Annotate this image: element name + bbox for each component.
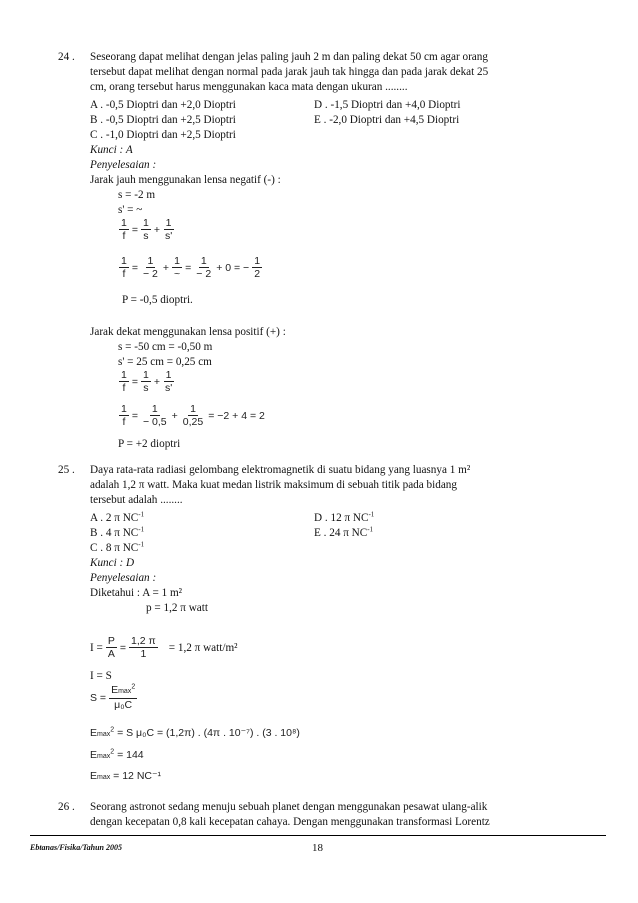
q25-option-c: C . 8 π $NC^{-1}$ — [90, 540, 145, 554]
q25-emax-squared-calc: Emax$^2$ = S μ₀C = (1,2π) . (4π . 10⁻⁷) . (3 . 10⁸) — [90, 726, 300, 739]
q24-far-s: s = -2 m — [118, 189, 156, 201]
q24-near-power: P = +2 dioptri — [118, 438, 181, 450]
q25-option-d: D . 12 π $NC^{-1}$ — [314, 510, 375, 524]
q25-given-area: Diketahui : A = 1 m² — [90, 587, 183, 599]
q25-option-b: B . 4 π $NC^{-1}$ — [90, 525, 145, 539]
q24-near-s: s = -50 cm = -0,50 m — [118, 341, 213, 353]
q25-penyelesaian: Penyelesaian : — [90, 572, 157, 584]
q24-number: 24 . — [58, 51, 75, 63]
q24-far-calculation: $\frac{1}{f}$ = $\frac{1}{- 2}$ + $\frac{1}{\sim}$ = $\frac{1}{- 2}$ + 0 = − $\frac{1}{2}$ — [121, 255, 261, 280]
q25-text-line2: adalah 1,2 π watt. Maka kuat medan listrik maksimum di sebuah titik pada bidang — [90, 479, 457, 491]
q24-far-s-prime: s' = ~ — [118, 204, 143, 216]
q25-text-line1: Daya rata-rata radiasi gelombang elektromagnetik di suatu bidang yang luasnya 1 m² — [90, 464, 471, 476]
q25-text-line3: tersebut adalah ........ — [90, 494, 183, 506]
q24-option-a: A . -0,5 Dioptri dan +2,0 Dioptri — [90, 99, 236, 111]
q24-text-line1: Seseorang dapat melihat dengan jelas paling jauh 2 m dan paling dekat 50 cm agar orang — [90, 51, 488, 63]
q24-far-title: Jarak jauh menggunakan lensa negatif (-) : — [90, 174, 281, 186]
q24-lens-formula: $\frac{1}{f}$ = $\frac{1}{s}$ + $\frac{1}{s'}$ — [121, 217, 173, 242]
q24-near-title: Jarak dekat menggunakan lensa positif (+) : — [90, 326, 286, 338]
page-number: 18 — [312, 842, 323, 854]
q24-near-calculation: $\frac{1}{f}$ = $\frac{1}{- 0,5}$ + $\frac{1}{0,25}$ = −2 + 4 = 2 — [121, 403, 265, 428]
q25-poynting-eq: S = $\frac{Emax^2}{\text{μ₀C}}$ — [90, 683, 136, 711]
footer-source: Ebtanas/Fisika/Tahun 2005 — [30, 843, 122, 852]
q24-far-power: P = -0,5 dioptri. — [122, 294, 193, 306]
q26-text-line1: Seorang astronot sedang menuju sebuah planet dengan menggunakan pesawat ulang-alik — [90, 801, 488, 813]
q24-option-d: D . -1,5 Dioptri dan +4,0 Dioptri — [314, 99, 461, 111]
q24-lens-formula-2: $\frac{1}{f}$ = $\frac{1}{s}$ + $\frac{1}{s'}$ — [121, 369, 173, 394]
footer-divider — [30, 835, 606, 836]
q24-kunci: Kunci : A — [90, 144, 133, 156]
q25-option-a: A . 2 π $NC^{-1}$ — [90, 510, 145, 524]
q25-intensity-eq: I = $\frac{P}{A}$ = $\frac{1,2 \pi}{1}$ = 1,2 π watt/m² — [90, 635, 238, 660]
q25-option-e: E . 24 π $NC^{-1}$ — [314, 525, 374, 539]
q24-option-b: B . -0,5 Dioptri dan +2,5 Dioptri — [90, 114, 236, 126]
q24-text-line2: tersebut dapat melihat dengan normal pada jarak jauh tak hingga dan pada jarak dekat 25 — [90, 66, 489, 78]
q24-option-e: E . -2,0 Dioptri dan +4,5 Dioptri — [314, 114, 460, 126]
q25-emax-result: Emax = 12 NC⁻¹ — [90, 770, 162, 782]
q25-number: 25 . — [58, 464, 75, 476]
q26-number: 26 . — [58, 801, 75, 813]
q25-i-equals-s: I = S — [90, 670, 112, 682]
q24-text-line3: cm, orang tersebut harus menggunakan kaca mata dengan ukuran ........ — [90, 81, 408, 93]
q26-text-line2: dengan kecepatan 0,8 kali kecepatan cahaya. Dengan menggunakan transformasi Lorentz — [90, 816, 490, 828]
q25-emax-squared-value: Emax$^2$ = 144 — [90, 748, 144, 761]
q25-kunci: Kunci : D — [90, 557, 135, 569]
q25-given-power: p = 1,2 π watt — [146, 602, 208, 614]
q24-option-c: C . -1,0 Dioptri dan +2,5 Dioptri — [90, 129, 236, 141]
q24-penyelesaian: Penyelesaian : — [90, 159, 157, 171]
q24-near-s-prime: s' = 25 cm = 0,25 cm — [118, 356, 212, 368]
